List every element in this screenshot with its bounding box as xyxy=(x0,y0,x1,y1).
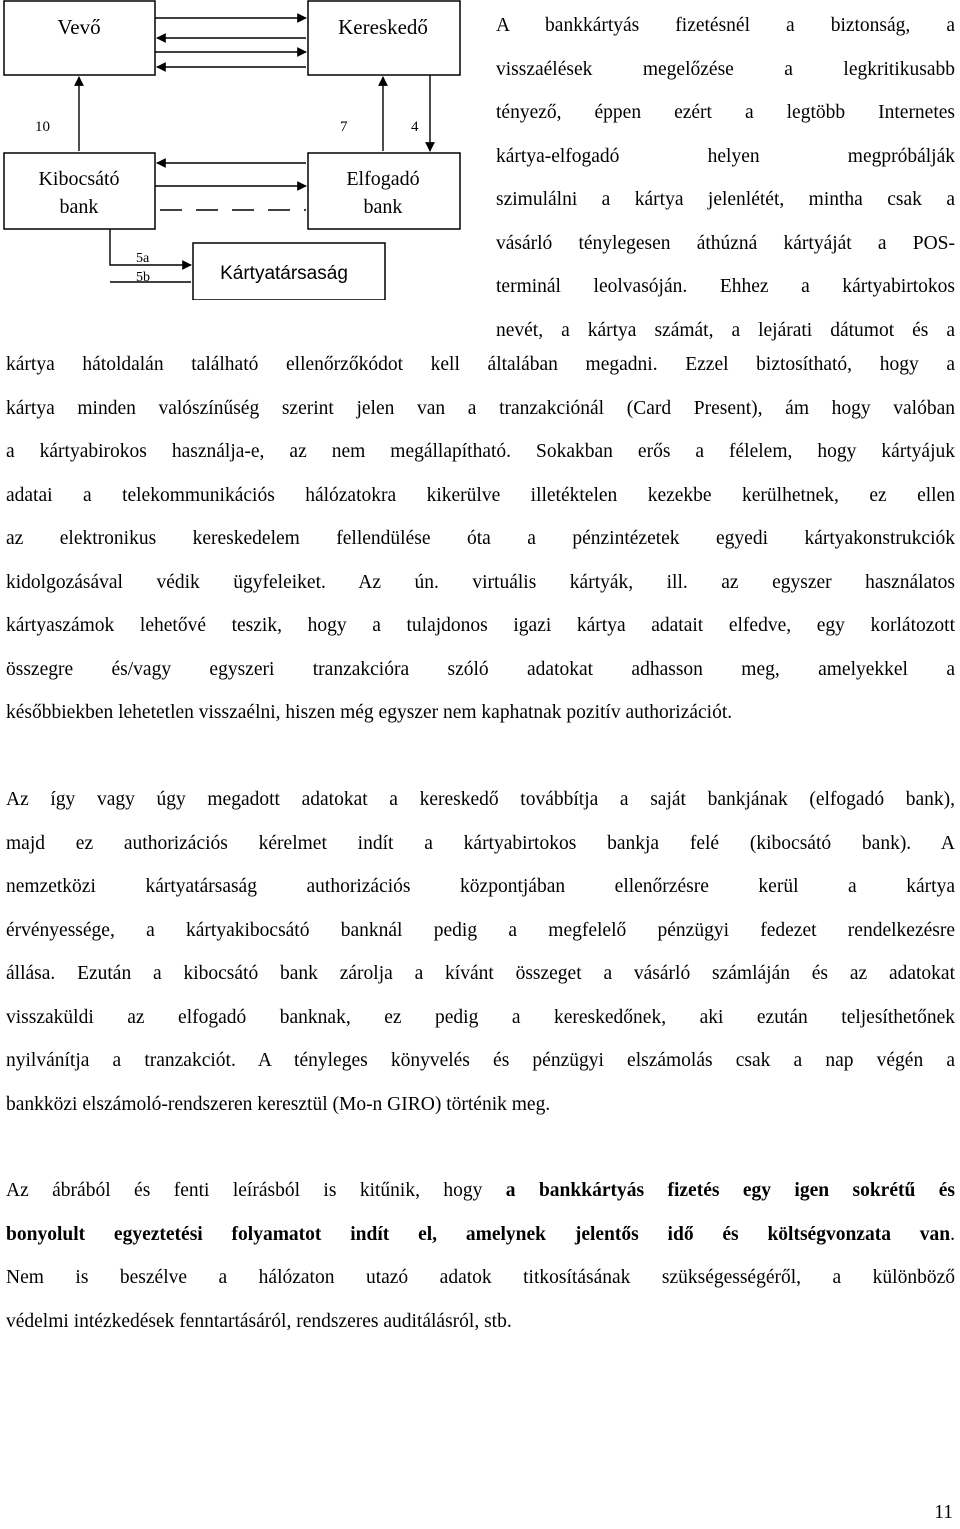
bold-text-run: a bankkártyás fizetés egy igen sokrétű és xyxy=(505,1180,955,1201)
text-line xyxy=(6,1213,955,1257)
text-line: bankközi elszámoló-rendszeren keresztül (Mo-n GIRO) történik meg. xyxy=(6,1093,551,1115)
text-line: nevét, a kártya számát, a lejárati dátumot és a xyxy=(496,319,955,341)
issuer-bank-label-line2: bank xyxy=(59,196,99,218)
text-line xyxy=(6,1169,955,1213)
paragraph-3 xyxy=(6,1169,955,1343)
text-line: későbbiekben lehetetlen visszaélni, hiszen még egyszer nem kaphatnak pozitív authorizációt. xyxy=(6,702,733,723)
text-line: Nem is beszélve a hálózaton utazó adatok titkosításának szükségességéről, a különböző xyxy=(6,1267,955,1288)
text-line: összegre és/vagy egyszeri tranzakcióra szóló adatokat adhasson meg, amelyekkel a xyxy=(6,658,955,680)
text-line: vásárló ténylegesen áthúzná kártyáját a POS- xyxy=(496,232,955,254)
acquirer-bank-label-line2: bank xyxy=(363,196,403,218)
text-line: nyilvánítja a tranzakciót. A tényleges könyvelés és pénzügyi elszámolás csak a nap végén a xyxy=(6,1050,955,1071)
text-line: az elektronikus kereskedelem fellendülése óta a pénzintézetek egyedi kártyakonstrukciók xyxy=(6,528,955,549)
text-line: visszaélések megelőzése a legkritikusabb xyxy=(496,58,955,80)
paragraph-2 xyxy=(6,778,955,1126)
text-line: majd ez authorizációs kérelmet indít a kártyabirtokos bankja felé (kibocsátó bank). A xyxy=(6,832,955,854)
text-line: a kártyabirokos használja-e, az nem megállapítható. Sokakban erős a félelem, hogy kártyájuk xyxy=(6,441,955,462)
text-line: terminál leolvasóján. Ehhez a kártyabirtokos xyxy=(496,276,955,297)
merchant-label: Kereskedő xyxy=(338,15,428,39)
text-line: A bankkártyás fizetésnél a biztonság, a xyxy=(496,15,955,36)
text-line: kártya minden valószínűség szerint jelen van a tranzakciónál (Card Present), ám hogy valóban xyxy=(6,397,955,419)
text-line: tényező, éppen ezért a legtöbb Internetes xyxy=(496,102,955,123)
paragraph-1-wrapped xyxy=(496,4,955,352)
text-line: kidolgozásával védik ügyfeleiket. Az ún. virtuális kártyák, ill. az egyszer használatos xyxy=(6,571,955,593)
text-line: érvényessége, a kártyakibocsátó banknál pedig a megfelelő pénzügyi fedezet rendelkezésre xyxy=(6,919,955,941)
step-label-5b: 5b xyxy=(136,270,150,285)
text-line: Az így vagy úgy megadott adatokat a kereskedő továbbítja a saját bankjának (elfogadó bank), xyxy=(6,789,955,810)
text-line: állása. Ezután a kibocsátó bank zárolja a kívánt összeget a vásárló számláján és az adatokat xyxy=(6,963,955,984)
text-run: . xyxy=(950,1223,955,1245)
step-label-4: 4 xyxy=(411,119,419,135)
step-label-10: 10 xyxy=(35,119,50,135)
arrow-issuer-to-card-association xyxy=(110,229,191,265)
text-run: Az ábrából és fenti leírásból is kitűnik, hogy xyxy=(6,1180,506,1201)
step-label-7: 7 xyxy=(340,119,348,135)
buyer-label: Vevő xyxy=(57,15,101,39)
text-line: nemzetközi kártyatársaság authorizációs központjában ellenőrzésre kerül a kártya xyxy=(6,876,955,897)
card-association-label: Kártyatársaság xyxy=(220,263,348,284)
text-line: kártya-elfogadó helyen megpróbálják xyxy=(496,145,955,167)
text-line: védelmi intézkedések fenntartásáról, rendszeres auditálásról, stb. xyxy=(6,1310,512,1332)
payment-flow-diagram xyxy=(0,0,490,300)
text-line: szimulálni a kártya jelenlétét, mintha csak a xyxy=(496,189,955,210)
issuer-bank-label-line1: Kibocsátó xyxy=(38,168,120,190)
step-label-5a: 5a xyxy=(136,251,150,266)
bold-text-run: bonyolult egyeztetési folyamatot indít el, amelynek jelentős idő és költségvonzata van xyxy=(6,1223,951,1245)
page-number: 11 xyxy=(934,1502,953,1523)
paragraph-1-full xyxy=(6,343,955,735)
acquirer-bank-label-line1: Elfogadó xyxy=(346,168,420,190)
text-line: kártyaszámok lehetővé teszik, hogy a tulajdonos igazi kártya adatait elfedve, egy korlátozott xyxy=(6,615,955,636)
text-line: visszaküldi az elfogadó banknak, ez pedig a kereskedőnek, aki ezután teljesíthetőnek xyxy=(6,1006,955,1028)
text-line: kártya hátoldalán található ellenőrzőkódot kell általában megadni. Ezzel biztosítható, hogy a xyxy=(6,354,955,375)
text-line: adatai a telekommunikációs hálózatokra kikerülve illetéktelen kezekbe kerülhetnek, ez ellen xyxy=(6,484,955,506)
